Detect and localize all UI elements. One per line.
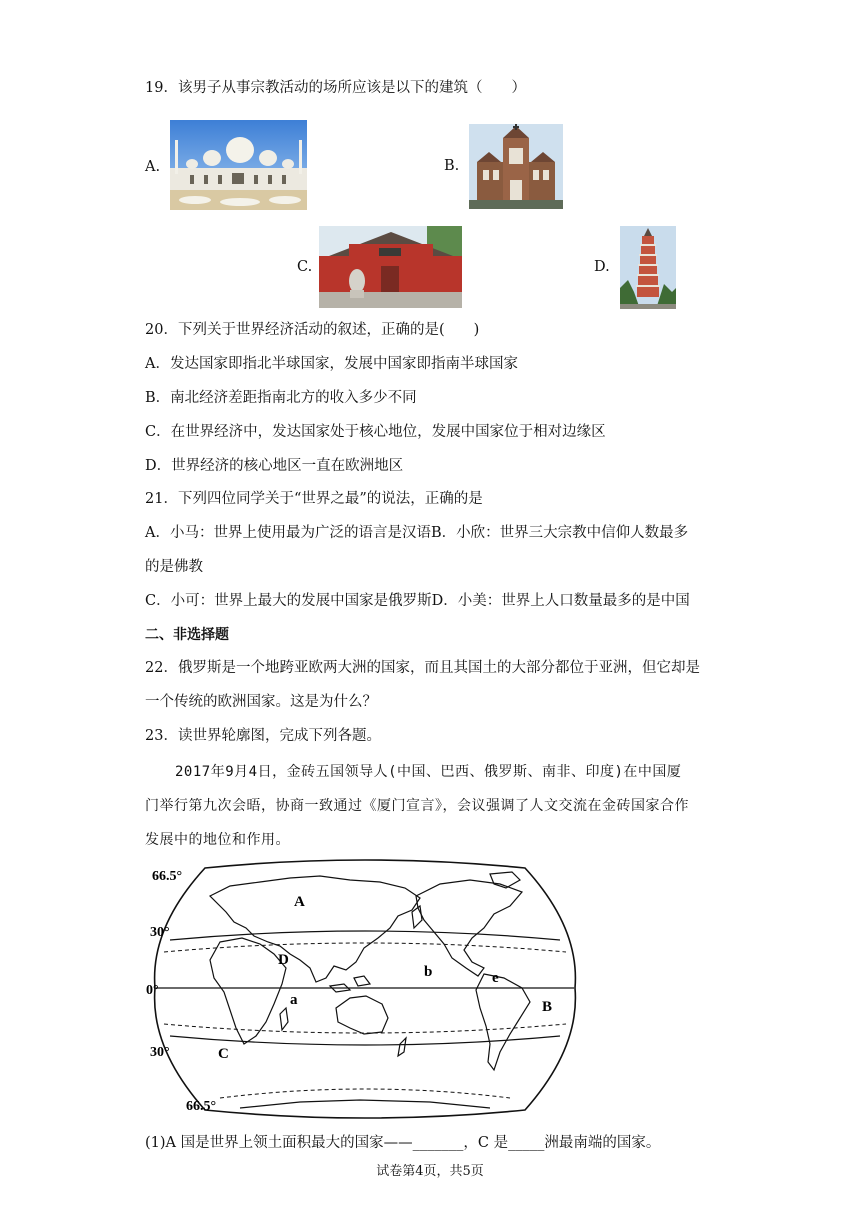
pagoda-photo-icon bbox=[620, 226, 676, 309]
map-label-b: b bbox=[424, 964, 433, 980]
q19-stem: 19．该男子从事宗教活动的场所应该是以下的建筑（ ） bbox=[145, 80, 526, 96]
lat-label-30-north: 30° bbox=[150, 925, 170, 940]
world-outline-map bbox=[146, 858, 580, 1122]
map-label-e: e bbox=[492, 970, 499, 986]
map-label-a: a bbox=[290, 992, 298, 1008]
q22-line-1: 22．俄罗斯是一个地跨亚欧两大洲的国家，而且其国土的大部分都位于亚洲，但它却是 bbox=[145, 660, 700, 676]
q19-option-c-letter: C. bbox=[297, 259, 313, 275]
lat-label-66-north: 66.5° bbox=[152, 869, 183, 884]
q20-option-a: A．发达国家即指北半球国家，发展中国家即指南半球国家 bbox=[145, 356, 518, 372]
q21-stem: 21．下列四位同学关于“世界之最”的说法，正确的是 bbox=[145, 491, 483, 507]
section-heading: 二、非选择题 bbox=[145, 627, 229, 643]
q19-option-d-letter: D. bbox=[594, 259, 610, 275]
q21-line-2: 的是佛教 bbox=[145, 559, 203, 575]
q20-option-b: B．南北经济差距指南北方的收入多少不同 bbox=[145, 390, 417, 406]
lat-label-equator: 0° bbox=[146, 983, 159, 998]
lat-label-66-south: 66.5° bbox=[186, 1099, 217, 1114]
q20-option-d: D．世界经济的核心地区一直在欧洲地区 bbox=[145, 458, 404, 474]
map-label-C: C bbox=[218, 1046, 229, 1062]
map-label-A: A bbox=[294, 894, 305, 910]
q20-stem: 20．下列关于世界经济活动的叙述，正确的是( ) bbox=[145, 322, 480, 338]
q19-option-a-letter: A. bbox=[145, 159, 161, 175]
map-label-D: D bbox=[278, 952, 289, 968]
q23-sub-question-1: (1)A 国是世界上领土面积最大的国家——_______，C 是_____洲最南端的国家。 bbox=[145, 1135, 661, 1151]
buddhist-temple-gate-photo-icon bbox=[319, 226, 462, 308]
q20-option-c: C．在世界经济中，发达国家处于核心地位，发展中国家位于相对边缘区 bbox=[145, 424, 606, 440]
map-label-B: B bbox=[542, 999, 553, 1015]
page-footer: 试卷第4页，共5页 bbox=[376, 1164, 484, 1179]
q23-stem: 23．读世界轮廓图，完成下列各题。 bbox=[145, 728, 381, 744]
church-photo-icon bbox=[469, 124, 563, 209]
q21-line-3: C．小可：世界上最大的发展中国家是俄罗斯D．小美：世界上人口数量最多的是中国 bbox=[145, 593, 690, 609]
q21-line-1: A．小马：世界上使用最为广泛的语言是汉语B．小欣：世界三大宗教中信仰人数最多 bbox=[145, 525, 689, 541]
q23-passage-line-3: 发展中的地位和作用。 bbox=[145, 832, 290, 848]
q23-passage-line-2: 门举行第九次会晤，协商一致通过《厦门宣言》，会议强调了人文交流在金砖国家合作 bbox=[145, 798, 689, 814]
lat-label-30-south: 30° bbox=[150, 1045, 170, 1060]
q19-option-b-letter: B. bbox=[444, 158, 460, 174]
mosque-photo-icon bbox=[170, 120, 307, 210]
q22-line-2: 一个传统的欧洲国家。这是为什么？ bbox=[145, 694, 377, 710]
q23-passage-line-1: 2017年9月4日，金砖五国领导人(中国、巴西、俄罗斯、南非、印度)在中国厦 bbox=[175, 764, 682, 780]
